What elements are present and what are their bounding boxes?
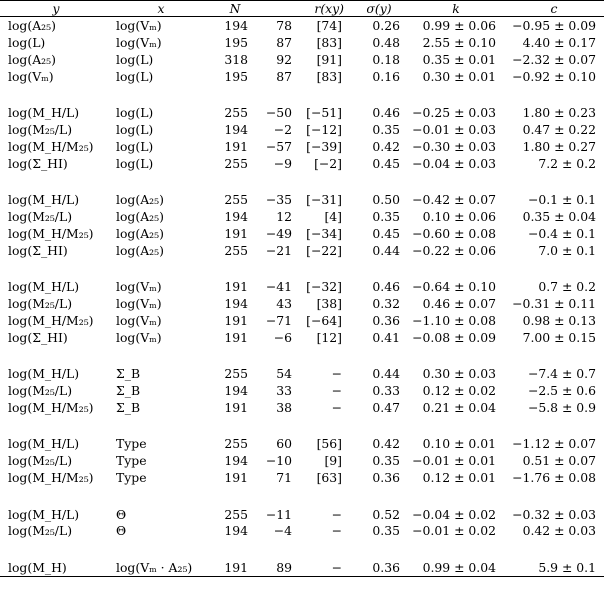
cell-sigma: 0.42 bbox=[372, 138, 400, 154]
cell-x: Σ_B bbox=[116, 366, 141, 382]
cell-r-bracket: [−22] bbox=[306, 242, 342, 258]
cell-y: log(L) bbox=[8, 34, 46, 50]
spacer-cell bbox=[0, 486, 604, 506]
table-row bbox=[0, 365, 604, 382]
cell-x: log(Vₘ) bbox=[116, 34, 162, 50]
cell-x: log(Vₘ) bbox=[116, 312, 162, 328]
cell-k: 0.46 ± 0.07 bbox=[422, 296, 496, 312]
cell-k: −0.64 ± 0.10 bbox=[412, 279, 496, 295]
cell-c: −0.4 ± 0.1 bbox=[527, 225, 596, 241]
cell-r: 71 bbox=[276, 470, 292, 486]
cell-x: log(L) bbox=[116, 105, 154, 120]
header-k: k bbox=[452, 1, 460, 16]
cell-sigma: 0.46 bbox=[372, 105, 400, 120]
spacer-cell bbox=[0, 172, 604, 192]
cell-x: log(Vₘ) bbox=[116, 17, 162, 33]
cell-c: 7.0 ± 0.1 bbox=[538, 242, 596, 258]
cell-c: −0.95 ± 0.09 bbox=[512, 17, 596, 33]
cell-x: log(Vₘ) bbox=[116, 296, 162, 312]
cell-r: −71 bbox=[265, 312, 292, 328]
cell-k: 0.35 ± 0.01 bbox=[422, 51, 496, 67]
table-row bbox=[0, 559, 604, 576]
cell-c: −0.31 ± 0.11 bbox=[512, 296, 596, 312]
cell-k: −0.25 ± 0.03 bbox=[412, 105, 496, 120]
cell-k: 0.12 ± 0.01 bbox=[422, 470, 496, 486]
cell-r-bracket: [−2] bbox=[314, 155, 342, 171]
cell-k: 0.99 ± 0.06 bbox=[422, 17, 496, 33]
cell-y: log(M₂₅/L) bbox=[8, 296, 73, 312]
cell-r: −41 bbox=[265, 279, 292, 295]
cell-c: 5.9 ± 0.1 bbox=[504, 559, 604, 576]
group-spacer bbox=[0, 172, 604, 192]
cell-r: −49 bbox=[265, 225, 292, 241]
group-spacer bbox=[0, 346, 604, 366]
cell-c: 7.00 ± 0.15 bbox=[522, 329, 596, 345]
cell-r: 89 bbox=[260, 559, 300, 576]
cell-n: 194 bbox=[224, 208, 248, 224]
cell-c: 0.7 ± 0.2 bbox=[538, 279, 596, 295]
cell-y: log(M_H/M₂₅) bbox=[8, 312, 94, 328]
cell-n: 191 bbox=[224, 138, 248, 154]
cell-y: log(M_H/M₂₅) bbox=[8, 470, 94, 486]
cell-sigma: 0.45 bbox=[372, 155, 400, 171]
cell-r-bracket: − bbox=[331, 399, 342, 415]
cell-r: 12 bbox=[276, 208, 292, 224]
cell-n: 191 bbox=[224, 470, 248, 486]
table-row bbox=[0, 295, 604, 312]
table-row bbox=[0, 382, 604, 399]
cell-sigma: 0.36 bbox=[372, 312, 400, 328]
cell-sigma: 0.35 bbox=[372, 121, 400, 137]
table-row bbox=[0, 506, 604, 523]
cell-k: −0.22 ± 0.06 bbox=[412, 242, 496, 258]
cell-sigma: 0.36 bbox=[350, 559, 408, 576]
cell-r-bracket: [91] bbox=[316, 51, 342, 67]
cell-c: −2.5 ± 0.6 bbox=[527, 383, 596, 399]
cell-y: log(M_H/M₂₅) bbox=[8, 225, 94, 241]
cell-n: 194 bbox=[224, 17, 248, 33]
header-c: c bbox=[550, 1, 558, 16]
cell-x: Θ bbox=[116, 506, 127, 522]
cell-sigma: 0.42 bbox=[372, 436, 400, 452]
cell-y: log(M_H/L) bbox=[8, 436, 80, 452]
cell-k: −0.42 ± 0.07 bbox=[412, 192, 496, 208]
cell-x: Type bbox=[116, 453, 147, 469]
cell-r-bracket: [63] bbox=[316, 470, 342, 486]
table-row bbox=[0, 121, 604, 138]
spacer-cell bbox=[0, 85, 604, 105]
cell-c: −1.12 ± 0.07 bbox=[512, 436, 596, 452]
cell-r: −6 bbox=[273, 329, 292, 345]
table-row bbox=[0, 469, 604, 486]
cell-sigma: 0.35 bbox=[372, 208, 400, 224]
cell-r-bracket: [−34] bbox=[306, 225, 342, 241]
cell-x: log(A₂₅) bbox=[116, 242, 164, 258]
cell-r: 54 bbox=[276, 366, 292, 382]
cell-c: 4.40 ± 0.17 bbox=[522, 34, 596, 50]
cell-r: 78 bbox=[276, 17, 292, 33]
cell-r: −9 bbox=[273, 155, 292, 171]
spacer-cell bbox=[0, 539, 604, 559]
table-row bbox=[0, 312, 604, 329]
cell-x: log(Vₘ) bbox=[116, 279, 162, 295]
cell-x: log(Vₘ · A₂₅) bbox=[112, 559, 210, 576]
cell-r: −4 bbox=[273, 523, 292, 539]
cell-n: 255 bbox=[224, 506, 248, 522]
cell-n: 191 bbox=[210, 559, 260, 576]
cell-r: −10 bbox=[265, 453, 292, 469]
cell-sigma: 0.44 bbox=[372, 242, 400, 258]
cell-c: 0.42 ± 0.03 bbox=[522, 523, 596, 539]
table-row bbox=[0, 522, 604, 539]
cell-y: log(M_H/M₂₅) bbox=[8, 399, 94, 415]
cell-n: 255 bbox=[224, 366, 248, 382]
cell-k: −0.01 ± 0.01 bbox=[412, 453, 496, 469]
cell-c: 1.80 ± 0.27 bbox=[522, 138, 596, 154]
header-r: r(xy) bbox=[314, 1, 344, 16]
cell-r-bracket: [−12] bbox=[306, 121, 342, 137]
cell-r-bracket: [−31] bbox=[306, 192, 342, 208]
cell-n: 255 bbox=[224, 105, 248, 120]
cell-n: 194 bbox=[224, 453, 248, 469]
cell-n: 194 bbox=[224, 383, 248, 399]
table-body bbox=[0, 17, 604, 577]
cell-k: −0.08 ± 0.09 bbox=[412, 329, 496, 345]
cell-x: log(A₂₅) bbox=[116, 192, 164, 208]
cell-n: 194 bbox=[224, 296, 248, 312]
table-row bbox=[0, 34, 604, 51]
table-row bbox=[0, 329, 604, 346]
cell-sigma: 0.41 bbox=[372, 329, 400, 345]
header-y: y bbox=[52, 1, 60, 16]
cell-r-bracket: [74] bbox=[316, 17, 342, 33]
cell-x: log(Vₘ) bbox=[116, 329, 162, 345]
cell-k: 0.12 ± 0.02 bbox=[422, 383, 496, 399]
cell-r: −21 bbox=[265, 242, 292, 258]
cell-sigma: 0.26 bbox=[372, 17, 400, 33]
cell-k: 0.99 ± 0.04 bbox=[408, 559, 504, 576]
cell-y: log(A₂₅) bbox=[8, 51, 56, 67]
cell-k: 0.30 ± 0.01 bbox=[422, 68, 496, 84]
cell-x: log(L) bbox=[116, 155, 154, 171]
cell-y: log(M_H/L) bbox=[8, 506, 80, 522]
table-row bbox=[0, 242, 604, 259]
cell-sigma: 0.32 bbox=[372, 296, 400, 312]
cell-r-bracket: [83] bbox=[316, 34, 342, 50]
cell-c: 7.2 ± 0.2 bbox=[538, 155, 596, 171]
cell-r-bracket: [−39] bbox=[306, 138, 342, 154]
cell-r-bracket: [4] bbox=[324, 208, 342, 224]
cell-sigma: 0.35 bbox=[372, 523, 400, 539]
cell-c: −0.1 ± 0.1 bbox=[527, 192, 596, 208]
cell-r-bracket: [38] bbox=[316, 296, 342, 312]
table-row bbox=[0, 452, 604, 469]
cell-r-bracket: [−64] bbox=[306, 312, 342, 328]
cell-c: −5.8 ± 0.9 bbox=[527, 399, 596, 415]
cell-x: Σ_B bbox=[116, 383, 141, 399]
cell-r-bracket: − bbox=[331, 366, 342, 382]
cell-x: Type bbox=[116, 436, 147, 452]
cell-sigma: 0.45 bbox=[372, 225, 400, 241]
cell-n: 255 bbox=[224, 192, 248, 208]
cell-k: 0.21 ± 0.04 bbox=[422, 399, 496, 415]
cell-n: 191 bbox=[224, 279, 248, 295]
cell-r: 60 bbox=[276, 436, 292, 452]
cell-k: 2.55 ± 0.10 bbox=[422, 34, 496, 50]
group-spacer bbox=[0, 539, 604, 559]
cell-sigma: 0.52 bbox=[372, 506, 400, 522]
cell-n: 255 bbox=[224, 436, 248, 452]
cell-x: log(A₂₅) bbox=[116, 225, 164, 241]
cell-k: −0.04 ± 0.02 bbox=[412, 506, 496, 522]
cell-y: log(Σ_HI) bbox=[8, 329, 68, 345]
cell-x: Type bbox=[116, 470, 147, 486]
cell-k: −0.04 ± 0.03 bbox=[412, 155, 496, 171]
cell-r-bracket: [56] bbox=[316, 436, 342, 452]
table-row bbox=[0, 435, 604, 452]
cell-r-bracket: [9] bbox=[324, 453, 342, 469]
cell-n: 195 bbox=[224, 68, 248, 84]
cell-n: 191 bbox=[224, 312, 248, 328]
group-spacer bbox=[0, 85, 604, 105]
cell-y: log(M_H/L) bbox=[8, 192, 80, 208]
cell-sigma: 0.36 bbox=[372, 470, 400, 486]
table-row bbox=[0, 399, 604, 416]
cell-y: log(M₂₅/L) bbox=[8, 383, 73, 399]
group-spacer bbox=[0, 416, 604, 436]
cell-c: −1.76 ± 0.08 bbox=[512, 470, 596, 486]
cell-r: 33 bbox=[276, 383, 292, 399]
cell-sigma: 0.35 bbox=[372, 453, 400, 469]
cell-y: log(M₂₅/L) bbox=[8, 453, 73, 469]
cell-r: 87 bbox=[276, 68, 292, 84]
cell-y: log(M_H/L) bbox=[8, 366, 80, 382]
cell-k: −0.01 ± 0.03 bbox=[412, 121, 496, 137]
cell-c: −0.92 ± 0.10 bbox=[512, 68, 596, 84]
cell-k: 0.10 ± 0.06 bbox=[422, 208, 496, 224]
cell-x: log(L) bbox=[116, 138, 154, 154]
cell-y: log(Vₘ) bbox=[8, 68, 54, 84]
cell-r-bracket: [−51] bbox=[306, 105, 342, 120]
cell-r: −50 bbox=[265, 105, 292, 120]
cell-sigma: 0.47 bbox=[372, 399, 400, 415]
cell-r-bracket: − bbox=[331, 506, 342, 522]
cell-c: −7.4 ± 0.7 bbox=[527, 366, 596, 382]
cell-c: 0.35 ± 0.04 bbox=[522, 208, 596, 224]
cell-n: 255 bbox=[224, 155, 248, 171]
cell-r-bracket: [12] bbox=[316, 329, 342, 345]
cell-r: 43 bbox=[276, 296, 292, 312]
table-row bbox=[0, 51, 604, 68]
cell-sigma: 0.16 bbox=[372, 68, 400, 84]
cell-k: −0.60 ± 0.08 bbox=[412, 225, 496, 241]
cell-r: −57 bbox=[265, 138, 292, 154]
cell-c: 1.80 ± 0.23 bbox=[522, 105, 596, 120]
cell-y: log(Σ_HI) bbox=[8, 155, 68, 171]
cell-r: 38 bbox=[276, 399, 292, 415]
table-row bbox=[0, 191, 604, 208]
cell-y: log(M₂₅/L) bbox=[8, 208, 73, 224]
cell-x: Σ_B bbox=[116, 399, 141, 415]
cell-n: 195 bbox=[224, 34, 248, 50]
cell-n: 191 bbox=[224, 329, 248, 345]
table-header bbox=[0, 1, 604, 17]
spacer-cell bbox=[0, 346, 604, 366]
table-row bbox=[0, 104, 604, 121]
cell-x: log(L) bbox=[116, 51, 154, 67]
cell-sigma: 0.50 bbox=[372, 192, 400, 208]
cell-r-bracket: [83] bbox=[316, 68, 342, 84]
cell-c: −2.32 ± 0.07 bbox=[512, 51, 596, 67]
cell-k: −1.10 ± 0.08 bbox=[412, 312, 496, 328]
cell-y: log(Σ_HI) bbox=[8, 242, 68, 258]
cell-n: 318 bbox=[224, 51, 248, 67]
header-row bbox=[0, 1, 604, 17]
cell-y: log(M_H/L) bbox=[8, 105, 80, 120]
cell-n: 255 bbox=[224, 242, 248, 258]
cell-c: −0.32 ± 0.03 bbox=[512, 506, 596, 522]
cell-c: 0.51 ± 0.07 bbox=[522, 453, 596, 469]
table-row bbox=[0, 278, 604, 295]
cell-y: log(M₂₅/L) bbox=[8, 523, 73, 539]
cell-n: 194 bbox=[224, 523, 248, 539]
cell-n: 191 bbox=[224, 399, 248, 415]
cell-r: −35 bbox=[265, 192, 292, 208]
cell-r-bracket: − bbox=[331, 383, 342, 399]
spacer-cell bbox=[0, 259, 604, 279]
cell-c: 0.98 ± 0.13 bbox=[522, 312, 596, 328]
group-spacer bbox=[0, 486, 604, 506]
table-row bbox=[0, 155, 604, 172]
header-sigma: σ(y) bbox=[366, 1, 392, 16]
cell-n: 194 bbox=[224, 121, 248, 137]
table-row bbox=[0, 68, 604, 85]
cell-r: −2 bbox=[273, 121, 292, 137]
cell-x: log(L) bbox=[116, 68, 154, 84]
cell-sigma: 0.46 bbox=[372, 279, 400, 295]
table-row bbox=[0, 225, 604, 242]
cell-c: 0.47 ± 0.22 bbox=[522, 121, 596, 137]
cell-x: Θ bbox=[116, 523, 127, 539]
cell-sigma: 0.44 bbox=[372, 366, 400, 382]
cell-sigma: 0.18 bbox=[372, 51, 400, 67]
table-row bbox=[0, 138, 604, 155]
cell-r-bracket: − bbox=[331, 523, 342, 539]
spacer-cell bbox=[0, 416, 604, 436]
cell-y: log(A₂₅) bbox=[8, 17, 56, 33]
table-row bbox=[0, 17, 604, 34]
cell-r: 92 bbox=[276, 51, 292, 67]
cell-k: −0.01 ± 0.02 bbox=[412, 523, 496, 539]
table-row bbox=[0, 208, 604, 225]
header-n: N bbox=[229, 1, 241, 16]
cell-y: log(M_H/L) bbox=[8, 279, 80, 295]
cell-r-bracket: − bbox=[300, 559, 350, 576]
cell-k: 0.30 ± 0.03 bbox=[422, 366, 496, 382]
cell-sigma: 0.48 bbox=[372, 34, 400, 50]
cell-y: log(M_H/M₂₅) bbox=[8, 138, 94, 154]
cell-x: log(L) bbox=[116, 121, 154, 137]
cell-r: 87 bbox=[276, 34, 292, 50]
cell-r: −11 bbox=[265, 506, 292, 522]
header-x: x bbox=[157, 1, 165, 16]
cell-k: −0.30 ± 0.03 bbox=[412, 138, 496, 154]
cell-r-bracket: [−32] bbox=[306, 279, 342, 295]
cell-k: 0.10 ± 0.01 bbox=[422, 436, 496, 452]
cell-sigma: 0.33 bbox=[372, 383, 400, 399]
group-spacer bbox=[0, 259, 604, 279]
cell-y: log(M₂₅/L) bbox=[8, 121, 73, 137]
cell-n: 191 bbox=[224, 225, 248, 241]
cell-x: log(A₂₅) bbox=[116, 208, 164, 224]
cell-y: log(M_H) bbox=[0, 559, 112, 576]
